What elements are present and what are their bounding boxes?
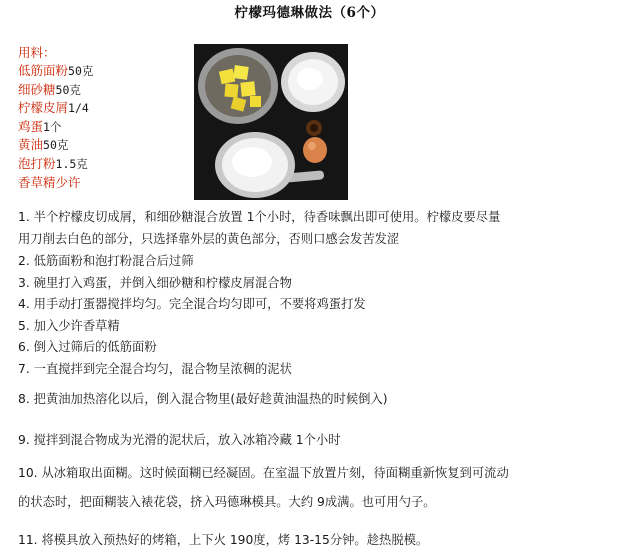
ingredient-item: [18, 136, 93, 155]
ingredient-amount: 1个: [43, 119, 62, 134]
ingredient-name: 柠檬皮屑: [18, 100, 69, 116]
step-1-line2: 用刀削去白色的部分，只选择靠外层的黄色部分，否则口感会发苦发涩: [18, 232, 400, 246]
step-1-line1: 1. 半个柠檬皮切成屑，和细砂糖混合放置 1个小时，待香味飘出即可使用。柠檬皮要尽量: [18, 210, 501, 224]
ingredient-item: [18, 155, 93, 174]
ingredient-amount: 50克: [43, 138, 69, 153]
step-10-line1: 10. 从冰箱取出面糊。这时候面糊已经凝固。在室温下放置片刻，待面糊重新恢复到可流动: [18, 466, 509, 480]
step-11: 11. 将模具放入预热好的烤箱，上下火 190度，烤 13-15分钟。趁热脱模。: [18, 533, 429, 547]
ingredient-item: [18, 99, 93, 118]
step-9: 9. 搅拌到混合物成为光滑的泥状后，放入冰箱冷藏 1个小时: [18, 433, 341, 447]
step-6: 6. 倒入过筛后的低筋面粉: [18, 340, 157, 354]
ingredient-amount: 50克: [68, 64, 94, 78]
ingredient-name: 鸡蛋: [18, 118, 44, 134]
ingredient-name: 泡打粉: [18, 155, 56, 171]
ingredient-name: 香草精: [18, 174, 56, 190]
step-3: 3. 碗里打入鸡蛋，并倒入细砂糖和柠檬皮屑混合物: [18, 276, 292, 290]
ingredients-photo: [194, 44, 348, 200]
step-7: 7. 一直搅拌到完全混合均匀，混合物呈浓稠的泥状: [18, 362, 292, 376]
page-title: 柠檬玛德琳做法（6个）: [234, 5, 385, 21]
ingredients-list: [18, 62, 93, 192]
ingredient-amount: 1.5克: [55, 156, 88, 171]
ingredient-amount: 少许: [55, 174, 81, 190]
ingredients-photo-illustration: [194, 44, 348, 200]
step-4: 4. 用手动打蛋器搅拌均匀。完全混合均匀即可，不要将鸡蛋打发: [18, 297, 366, 311]
step-10: [18, 459, 612, 517]
step-10-line2: 的状态时，把面糊装入裱花袋，挤入玛德琳模具。大约 9成满。也可用勺子。: [18, 495, 436, 509]
ingredient-amount: 50克: [55, 82, 81, 97]
ingredient-name: 细砂糖: [18, 81, 56, 97]
ingredient-item: [18, 62, 93, 81]
ingredients-heading: 用料：: [18, 45, 56, 60]
ingredient-item: [18, 174, 93, 193]
step-8: 8. 把黄油加热溶化以后，倒入混合物里(最好趁黄油温热的时候倒入): [18, 392, 388, 406]
ingredient-name: 低筋面粉: [18, 63, 69, 78]
ingredient-item: [18, 118, 93, 137]
step-1: [18, 206, 612, 250]
step-5: 5. 加入少许香草精: [18, 319, 120, 333]
step-2: 2. 低筋面粉和泡打粉混合后过筛: [18, 254, 194, 268]
ingredient-item: [18, 81, 93, 100]
ingredient-amount: 1/4: [68, 101, 89, 116]
ingredient-name: 黄油: [18, 137, 44, 153]
